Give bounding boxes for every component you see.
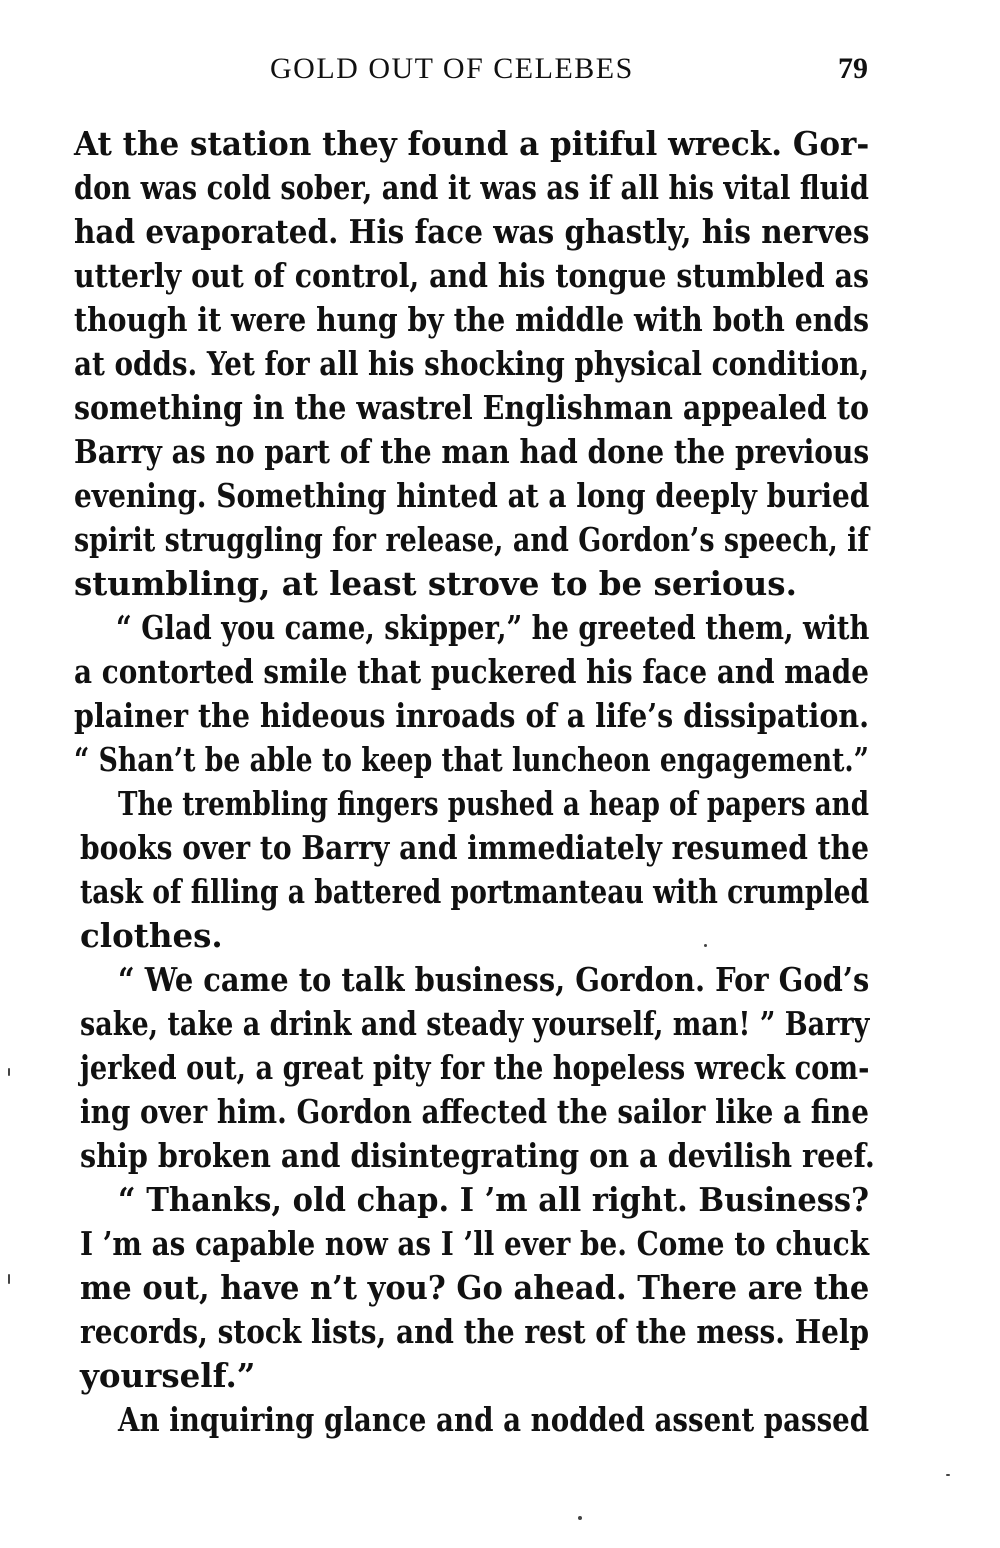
text-line: task of filling a battered portmanteau with crumpled (80, 872, 870, 911)
text-line: stumbling, at least strove to be serious. (74, 564, 797, 603)
text-line: jerked out, a great pity for the hopeless wreck com- (80, 1048, 870, 1087)
text-line: records, stock lists, and the rest of the mess. Help (80, 1312, 869, 1351)
text-line: a contorted smile that puckered his face and made (74, 652, 869, 691)
text-line: An inquiring glance and a nodded assent passed (118, 1400, 870, 1439)
text-line: had evaporated. His face was ghastly, his nerves (74, 212, 870, 251)
scan-speck (704, 944, 707, 947)
scan-speck (946, 1474, 950, 1476)
text-line: “ Glad you came, skipper,” he greeted them, with (116, 608, 870, 647)
text-line: I ’m as capable now as I ’ll ever be. Come to chuck (80, 1224, 869, 1263)
text-line: utterly out of control, and his tongue stumbled as (74, 256, 869, 295)
text-line: clothes. (80, 916, 223, 955)
text-line: At the station they found a pitiful wreck. Gor- (74, 124, 870, 163)
scan-speck (578, 1516, 582, 1520)
scan-speck (8, 1068, 10, 1076)
text-line: “ Thanks, old chap. I ’m all right. Business? (118, 1180, 869, 1219)
running-head: GOLD OUT OF CELEBES (270, 52, 634, 85)
text-line: spirit struggling for release, and Gordon’s speech, if (74, 520, 869, 559)
text-line: evening. Something hinted at a long deeply buried (74, 476, 870, 515)
text-line: The trembling fingers pushed a heap of papers and (118, 784, 869, 823)
text-line: ing over him. Gordon affected the sailor like a fine (80, 1092, 869, 1131)
text-line: me out, have n’t you? Go ahead. There are the (80, 1268, 870, 1307)
text-line: at odds. Yet for all his shocking physical condition, (74, 344, 870, 383)
text-line: though it were hung by the middle with both ends (74, 300, 870, 339)
text-line: don was cold sober, and it was as if all his vital fluid (74, 168, 869, 207)
text-line: sake, take a drink and steady yourself, man! ” Barry (80, 1004, 870, 1043)
text-line: “ We came to talk business, Gordon. For God’s (118, 960, 870, 999)
text-line: “ Shan’t be able to keep that luncheon engagement.” (74, 740, 869, 779)
text-line: plainer the hideous inroads of a life’s dissipation. (74, 696, 869, 735)
text-line: ship broken and disintegrating on a devilish reef. (80, 1136, 875, 1175)
text-line: yourself.” (80, 1356, 256, 1395)
page-number: 79 (838, 52, 868, 85)
text-line: Barry as no part of the man had done the previous (74, 432, 870, 471)
scan-speck (8, 1274, 10, 1284)
text-line: books over to Barry and immediately resumed the (80, 828, 869, 867)
text-line: something in the wastrel Englishman appealed to (74, 388, 869, 427)
